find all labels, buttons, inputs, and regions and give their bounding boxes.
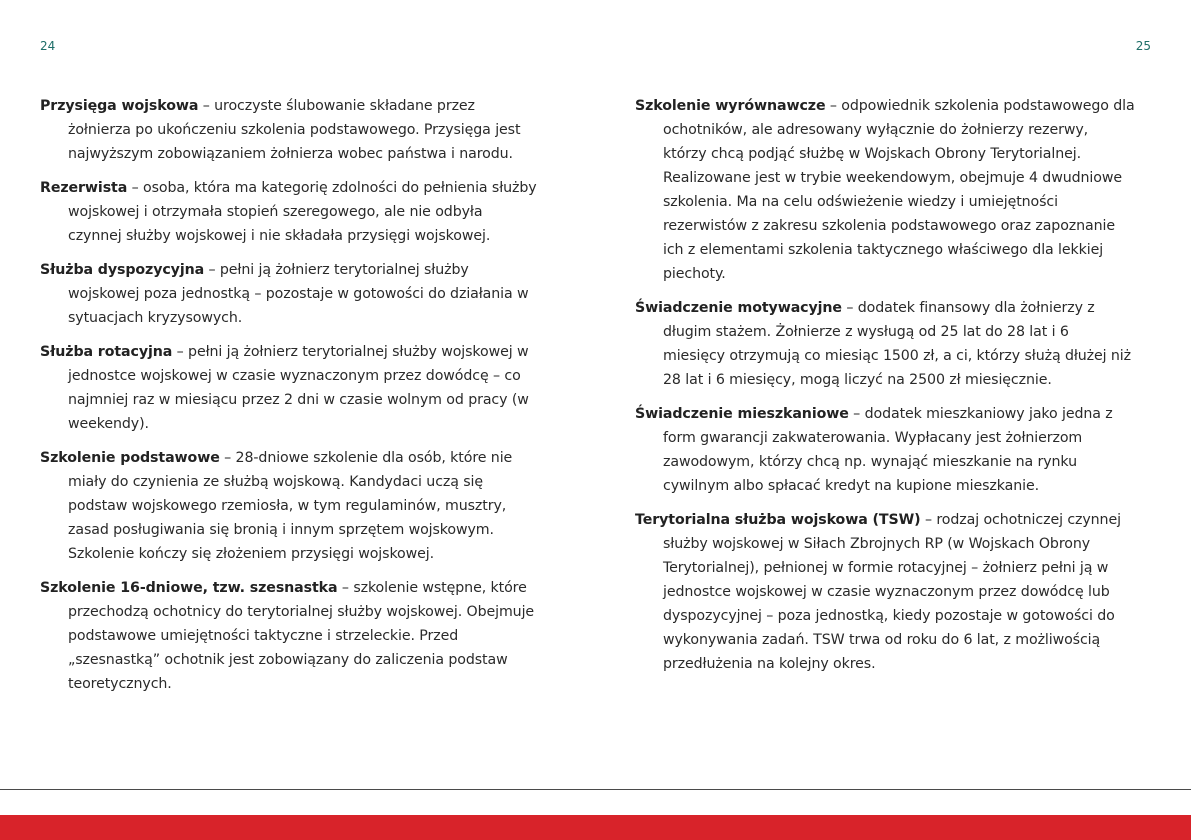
bottom-red-band — [0, 815, 1191, 840]
glossary-column-right — [635, 94, 1135, 686]
glossary-entry — [40, 176, 540, 248]
entry-definition: – pełni ją żołnierz terytorialnej służby wojskowej w jednostce wojskowej w czasie wyznaczonym przez dowódcę – co najmniej raz w miesiącu przez 2 dni w czasie wolnym od pracy (w weekendy). — [68, 344, 529, 432]
bottom-divider — [0, 789, 1191, 790]
glossary-entry — [635, 508, 1135, 676]
glossary-entry — [635, 94, 1135, 286]
entry-definition: – odpowiednik szkolenia podstawowego dla ochotników, ale adresowany wyłącznie do żołnierzy rezerwy, którzy chcą podjąć służbę w Wojskach Obrony Terytorialnej. Realizowane jest w trybie weekendowym, obejmuje 4 dwudniowe szkolenia. Ma na celu odświeżenie wiedzy i umiejętności rezerwistów z zakresu szkolenia podstawowego oraz zapoznanie ich z elementami szkolenia taktycznego właściwego dla lekkiej piechoty. — [663, 98, 1135, 282]
entry-term: Szkolenie wyrównawcze — [635, 98, 826, 114]
entry-term: Przysięga wojskowa — [40, 98, 199, 114]
page-number-left: 24 — [40, 39, 56, 53]
glossary-entry — [635, 402, 1135, 498]
glossary-entry — [635, 296, 1135, 392]
entry-definition: – rodzaj ochotniczej czynnej służby wojskowej w Siłach Zbrojnych RP (w Wojskach Obrony Terytorialnej), pełnionej w formie rotacyjnej – żołnierz pełni ją w jednostce wojskowej w czasie wyznaczonym przez dowódcę lub dyspozycyjnej – poza jednostką, kiedy pozostaje w gotowości do wykonywania zadań. TSW trwa od roku do 6 lat, z możliwością przedłużenia na kolejny okres. — [663, 512, 1121, 672]
entry-definition: – pełni ją żołnierz terytorialnej służby wojskowej poza jednostką – pozostaje w gotowości do działania w sytuacjach kryzysowych. — [68, 262, 529, 326]
glossary-entry — [40, 340, 540, 436]
entry-definition: – uroczyste ślubowanie składane przez żołnierza po ukończeniu szkolenia podstawowego. Przysięga jest najwyższym zobowiązaniem żołnierza wobec państwa i narodu. — [68, 98, 521, 162]
entry-definition: – osoba, która ma kategorię zdolności do pełnienia służby wojskowej i otrzymała stopień szeregowego, ale nie odbyła czynnej służby wojskowej i nie składała przysięgi wojskowej. — [68, 180, 537, 244]
entry-term: Szkolenie 16-dniowe, tzw. szesnastka — [40, 580, 338, 596]
entry-term: Szkolenie podstawowe — [40, 450, 220, 466]
entry-term: Rezerwista — [40, 180, 128, 196]
glossary-entry — [40, 446, 540, 566]
entry-term: Terytorialna służba wojskowa (TSW) — [635, 512, 921, 528]
entry-term: Świadczenie motywacyjne — [635, 300, 842, 316]
glossary-entry — [40, 258, 540, 330]
glossary-entry — [40, 94, 540, 166]
entry-term: Służba dyspozycyjna — [40, 262, 205, 278]
entry-definition: – szkolenie wstępne, które przechodzą ochotnicy do terytorialnej służby wojskowej. Obejmuje podstawowe umiejętności taktyczne i strzeleckie. Przed „szesnastką” ochotnik jest zobowiązany do zaliczenia podstaw teoretycznych. — [68, 580, 535, 692]
glossary-column-left — [40, 94, 540, 706]
entry-definition: – dodatek finansowy dla żołnierzy z długim stażem. Żołnierze z wysługą od 25 lat do 28 lat i 6 miesięcy otrzymują co miesiąc 1500 zł, a ci, którzy służą dłużej niż 28 lat i 6 miesięcy, mogą liczyć na 2500 zł miesięcznie. — [663, 300, 1131, 388]
glossary-entry — [40, 576, 540, 696]
page-number-right: 25 — [1135, 39, 1151, 53]
entry-definition: – dodatek mieszkaniowy jako jedna z form gwarancji zakwaterowania. Wypłacany jest żołnierzom zawodowym, którzy chcą np. wynająć mieszkanie na rynku cywilnym albo spłacać kredyt na kupione mieszkanie. — [663, 406, 1113, 494]
entry-term: Świadczenie mieszkaniowe — [635, 406, 849, 422]
entry-definition: – 28-dniowe szkolenie dla osób, które nie miały do czynienia ze służbą wojskową. Kandydaci uczą się podstaw wojskowego rzemiosła, w tym regulaminów, musztry, zasad posługiwania się bronią i innym sprzętem wojskowym. Szkolenie kończy się złożeniem przysięgi wojskowej. — [68, 450, 513, 562]
entry-term: Służba rotacyjna — [40, 344, 173, 360]
